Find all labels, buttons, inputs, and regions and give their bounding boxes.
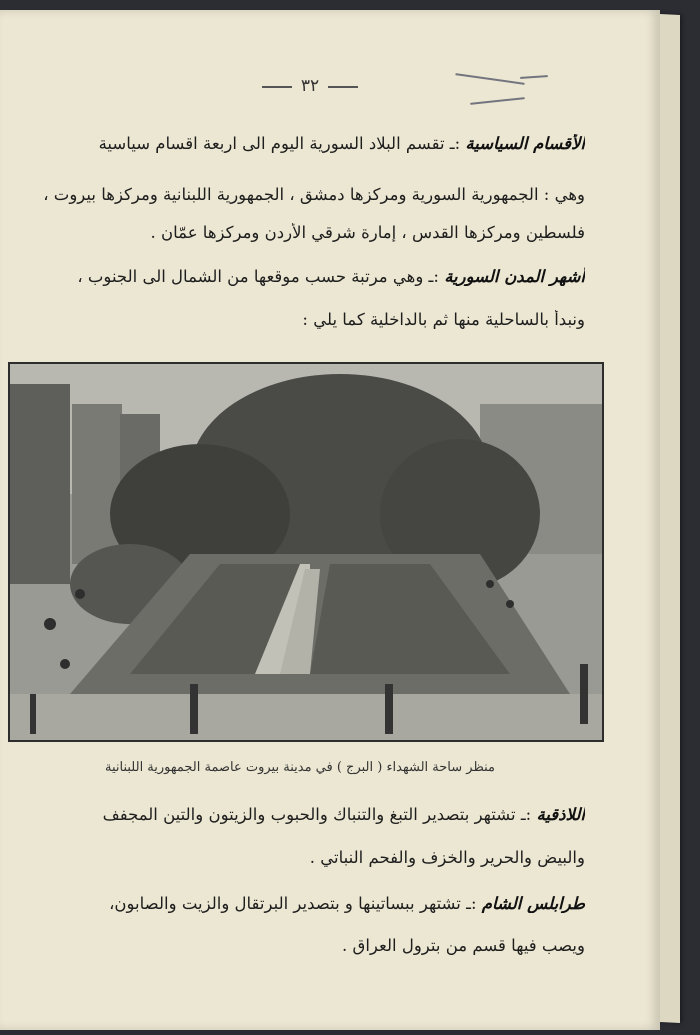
latakia-line-1 xyxy=(30,805,585,824)
cities-text: :ـ وهي مرتبة حسب موقعها من الشمال الى الجنوب ، xyxy=(77,267,445,286)
divisions-line-1 xyxy=(30,134,585,153)
book-page xyxy=(0,10,660,1030)
page-number: ٣٢ xyxy=(260,76,360,96)
divisions-line-2: وهي : الجمهورية السورية ومركزها دمشق ، الجمهورية اللبنانية ومركزها بيروت ، xyxy=(43,185,585,204)
latakia-text: :ـ تشتهر بتصدير التبغ والتنباك والحبوب والزيتون والتين المجفف xyxy=(102,805,537,824)
tripoli-line-1 xyxy=(30,894,585,913)
latakia-heading: اللاذقية xyxy=(536,805,585,824)
cities-line-1 xyxy=(30,267,585,286)
pen-mark xyxy=(520,75,548,79)
cities-line-2: ونبدأ بالساحلية منها ثم بالداخلية كما يلي : xyxy=(302,310,585,329)
latakia-line-2: والبيض والحرير والخزف والفحم النباتي . xyxy=(309,848,585,867)
divisions-text: :ـ تقسم البلاد السورية اليوم الى اربعة اقسام سياسية xyxy=(98,134,466,153)
divisions-line-3: فلسطين ومركزها القدس ، إمارة شرقي الأردن ومركزها عمّان . xyxy=(150,223,585,242)
tripoli-line-2: ويصب فيها قسم من بترول العراق . xyxy=(342,936,585,955)
pen-mark xyxy=(470,97,525,105)
photo-caption: منظر ساحة الشهداء ( البرج ) في مدينة بيروت عاصمة الجمهورية اللبنانية xyxy=(104,760,496,775)
divisions-heading: الأقسام السياسية xyxy=(465,134,585,153)
photo-illustration xyxy=(10,364,602,740)
tripoli-text: :ـ تشتهر ببساتينها و بتصدير البرتقال والزيت والصابون، xyxy=(109,894,482,913)
martyrs-square-photo xyxy=(8,362,604,742)
cities-heading: أشهر المدن السورية xyxy=(444,267,585,286)
pen-mark xyxy=(455,73,525,85)
tripoli-heading: طرابلس الشام xyxy=(481,894,585,913)
